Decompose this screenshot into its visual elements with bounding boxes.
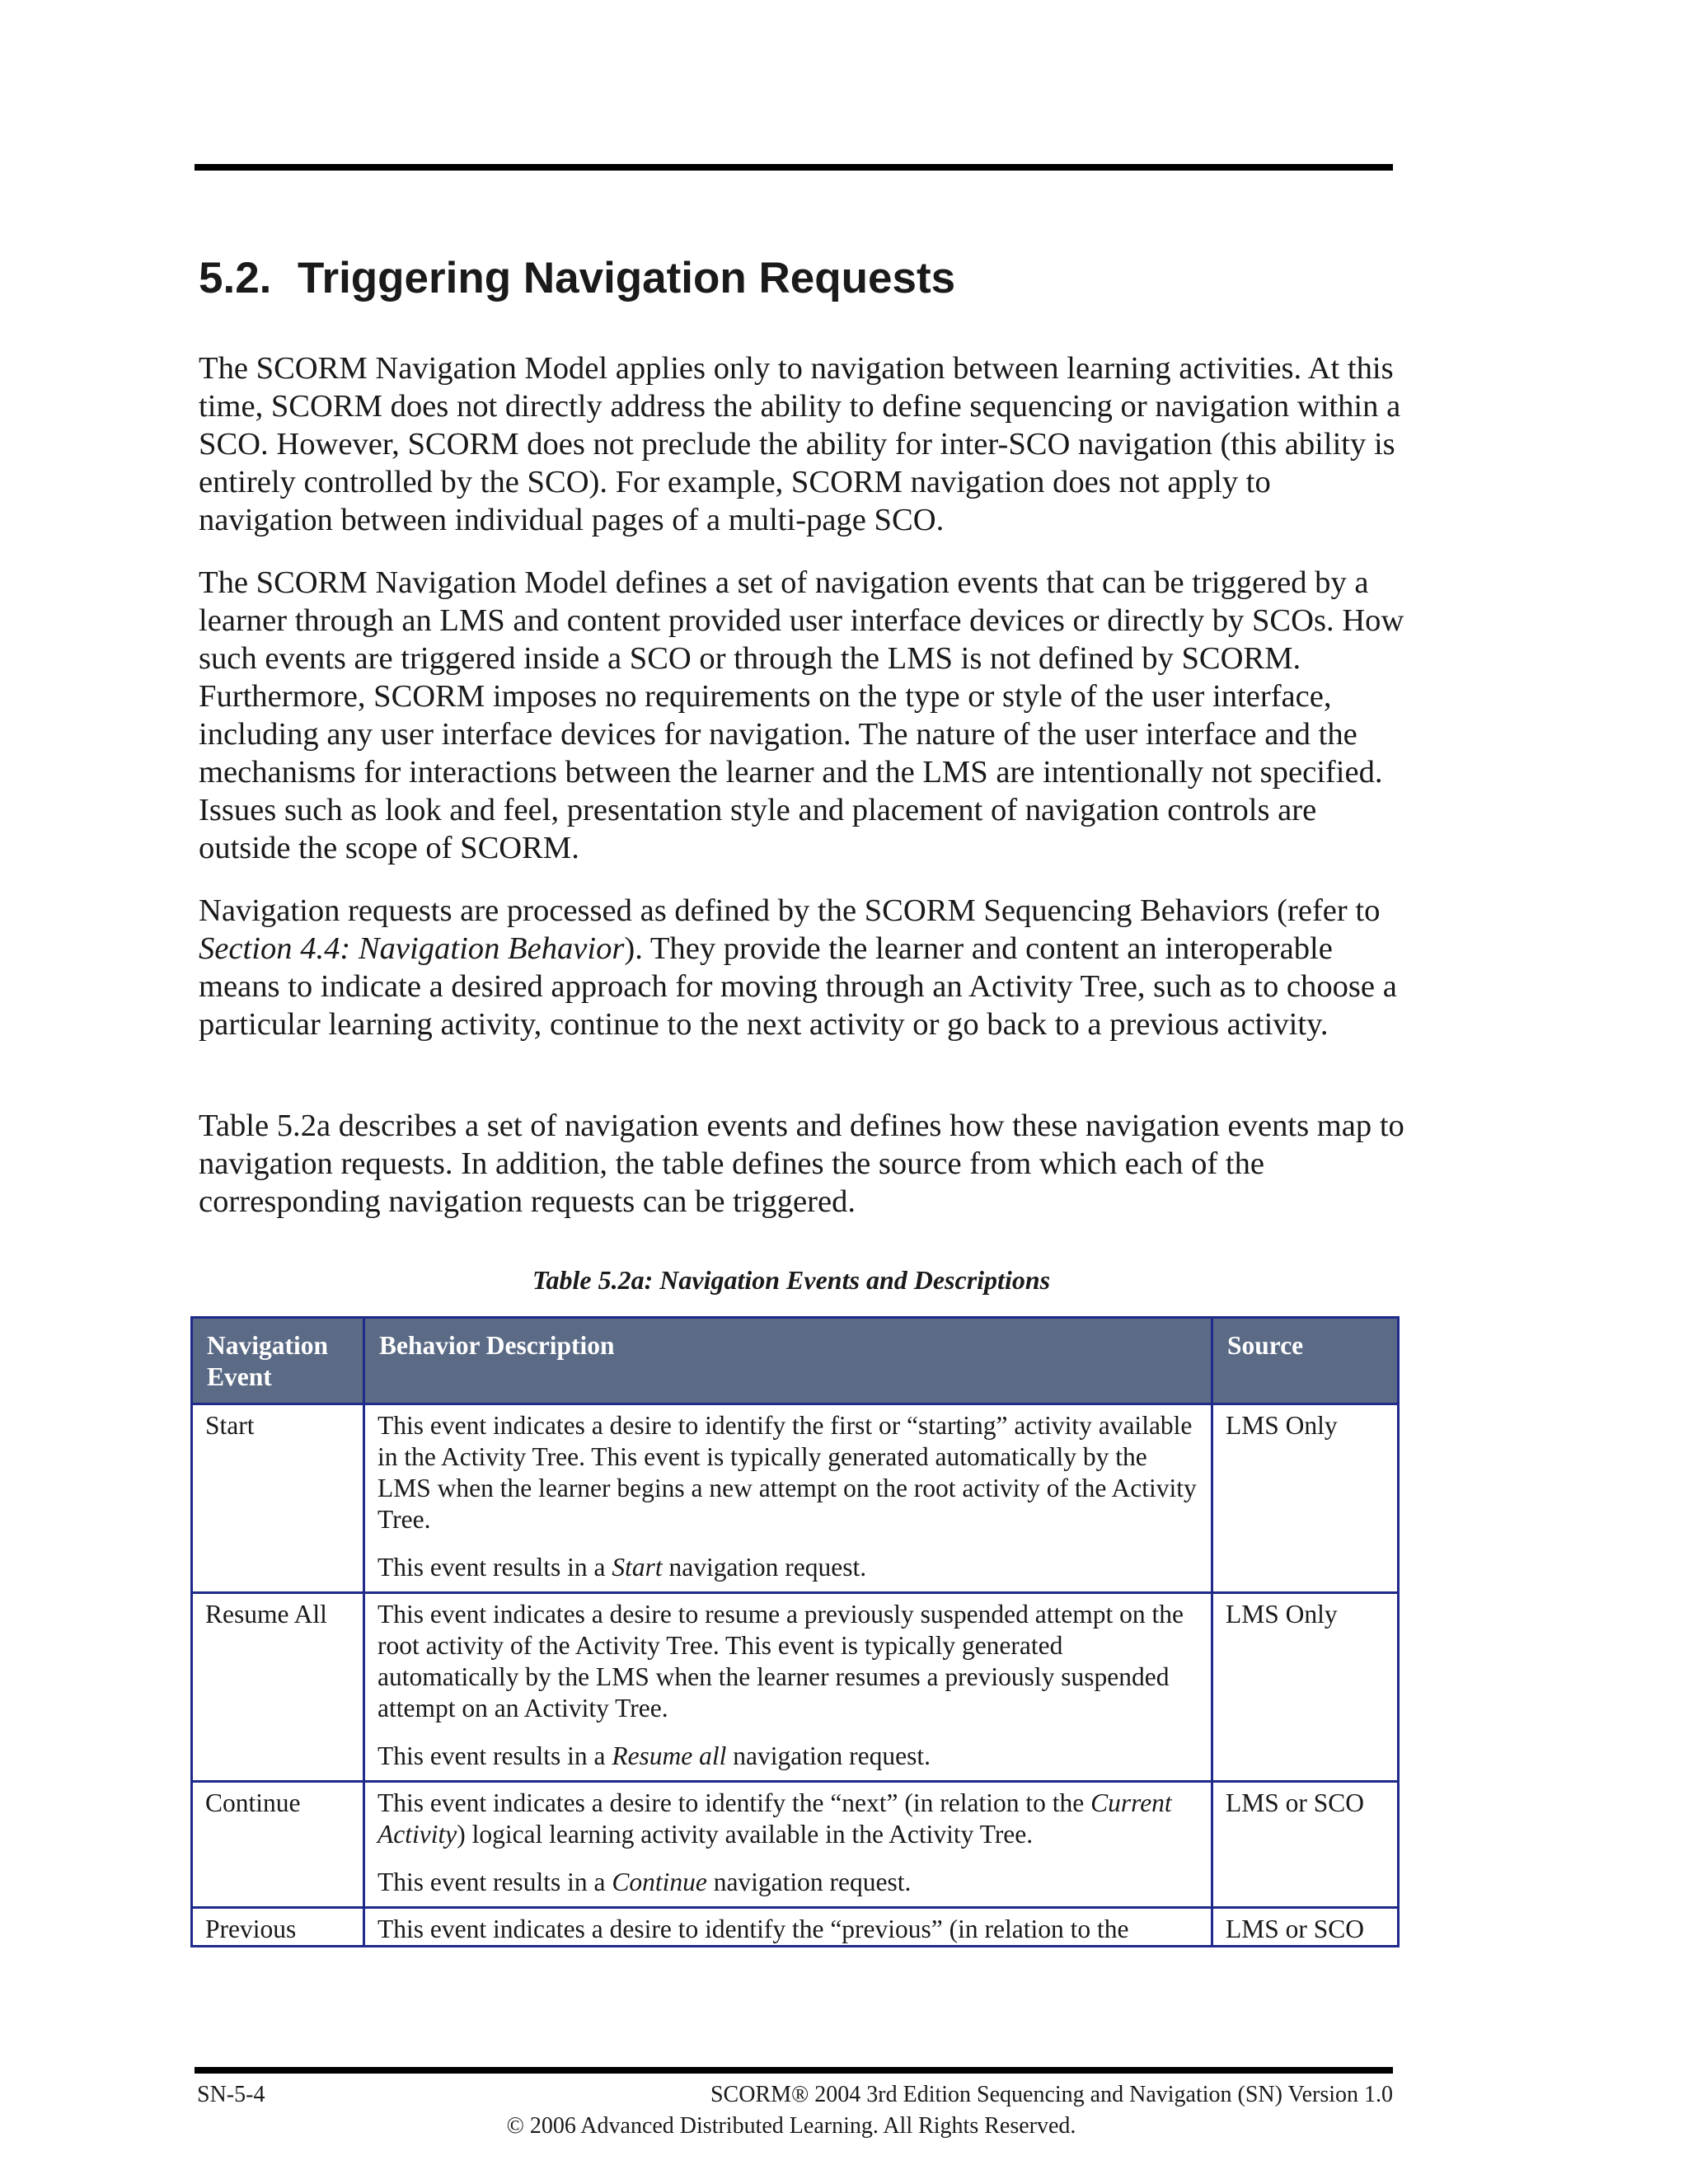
result-prefix: This event results in a xyxy=(377,1553,612,1582)
event-cell: Previous xyxy=(192,1908,364,1947)
description-suffix: ) logical learning activity available in the Activity Tree. xyxy=(457,1820,1034,1849)
source-cell: LMS Only xyxy=(1212,1593,1399,1782)
description-cell xyxy=(364,1593,1212,1782)
column-header-navigation-event: Navigation Event xyxy=(192,1318,364,1404)
table-row xyxy=(192,1782,1399,1908)
navigation-events-table xyxy=(190,1316,1400,1947)
result-suffix: navigation request. xyxy=(706,1868,912,1896)
section-title: Triggering Navigation Requests xyxy=(298,254,956,302)
event-cell: Continue xyxy=(192,1782,364,1908)
paragraph-1: The SCORM Navigation Model applies only to navigation between learning activities. At this time, SCORM does not directly address the ability to define sequencing or navigation within a SCO. However, SCORM does not preclude the ability for inter-SCO navigation (this ability is entirely controlled by the SCO). For example, SCORM navigation does not apply to navigation between individual pages of a multi-page SCO. xyxy=(199,351,1401,537)
description-prefix: This event indicates a desire to identify the “next” (in relation to the xyxy=(377,1788,1091,1817)
description-cell xyxy=(364,1782,1212,1908)
event-cell: Resume All xyxy=(192,1593,364,1782)
table-row xyxy=(192,1404,1399,1593)
description-text: This event indicates a desire to resume a previously suspended attempt on the root activity of the Activity Tree. This event is typically generated automatically by the LMS when the learner resumes a previously suspended attempt on an Activity Tree. xyxy=(377,1600,1184,1722)
description-text: This event indicates a desire to identify the first or “starting” activity available in the Activity Tree. This event is typically generated automatically by the LMS when the learner begins a new attempt on the root activity of the Activity Tree. xyxy=(377,1411,1197,1534)
source-cell: LMS or SCO xyxy=(1212,1782,1399,1908)
paragraph-2: The SCORM Navigation Model defines a set of navigation events that can be triggered by a learner through an LMS and content provided user interface devices or directly by SCOs. How such events are triggered inside a SCO or through the LMS is not defined by SCORM. Furthermore, SCORM imposes no requirements on the type or style of the user interface, including any user interface devices for navigation. The nature of the user interface and the mechanisms for interactions between the learner and the LMS are intentionally not specified. Issues such as look and feel, presentation style and placement of navigation controls are outside the scope of SCORM. xyxy=(199,565,1404,865)
request-name: Continue xyxy=(612,1868,707,1896)
paragraph-4: Table 5.2a describes a set of navigation events and defines how these navigation events map to navigation requests. In addition, the table defines the source from which each of the corresponding navigation requests can be triggered. xyxy=(199,1108,1404,1219)
table-row xyxy=(192,1908,1399,1947)
table-row xyxy=(192,1593,1399,1782)
description-text: This event indicates a desire to identify the “previous” (in relation to the xyxy=(377,1915,1129,1943)
paragraph-3-text-end: ). They provide the learner and content an interoperable means to indicate a desired approach for moving through an Activity Tree, such as to choose a particular learning activity, continue to the next activity or go back to a previous activity. xyxy=(199,931,1397,1042)
header-rule xyxy=(195,164,1393,171)
result-text xyxy=(377,1867,1198,1898)
description-text xyxy=(377,1788,1198,1850)
copyright-notice: © 2006 Advanced Distributed Learning. All Rights Reserved. xyxy=(506,2113,1076,2139)
request-name: Resume all xyxy=(612,1741,727,1770)
footer-rule xyxy=(195,2067,1393,2074)
description-cell xyxy=(364,1404,1212,1593)
result-suffix: navigation request. xyxy=(726,1741,931,1770)
result-prefix: This event results in a xyxy=(377,1868,612,1896)
result-text xyxy=(377,1741,1198,1772)
result-suffix: navigation request. xyxy=(662,1553,867,1582)
section-number: 5.2. xyxy=(199,254,272,302)
column-header-behavior-description: Behavior Description xyxy=(364,1318,1212,1404)
request-name: Start xyxy=(612,1553,663,1582)
activity-term: Current Activity xyxy=(377,1788,1172,1849)
paragraph-3 xyxy=(199,892,1410,1043)
result-text xyxy=(377,1552,1198,1583)
source-cell: LMS or SCO xyxy=(1212,1908,1399,1947)
column-header-source: Source xyxy=(1212,1318,1399,1404)
document-title: SCORM® 2004 3rd Edition Sequencing and Navigation (SN) Version 1.0 xyxy=(710,2082,1393,2107)
event-cell: Start xyxy=(192,1404,364,1593)
page-number: SN-5-4 xyxy=(197,2082,265,2107)
table-caption: Table 5.2a: Navigation Events and Descriptions xyxy=(532,1265,1051,1295)
source-cell: LMS Only xyxy=(1212,1404,1399,1593)
description-cell xyxy=(364,1908,1212,1947)
paragraph-3-text-start: Navigation requests are processed as defined by the SCORM Sequencing Behaviors (refer to xyxy=(199,893,1381,928)
table-header-row xyxy=(192,1318,1399,1404)
result-prefix: This event results in a xyxy=(377,1741,612,1770)
section-heading xyxy=(199,249,955,308)
section-reference: Section 4.4: Navigation Behavior xyxy=(199,931,625,966)
